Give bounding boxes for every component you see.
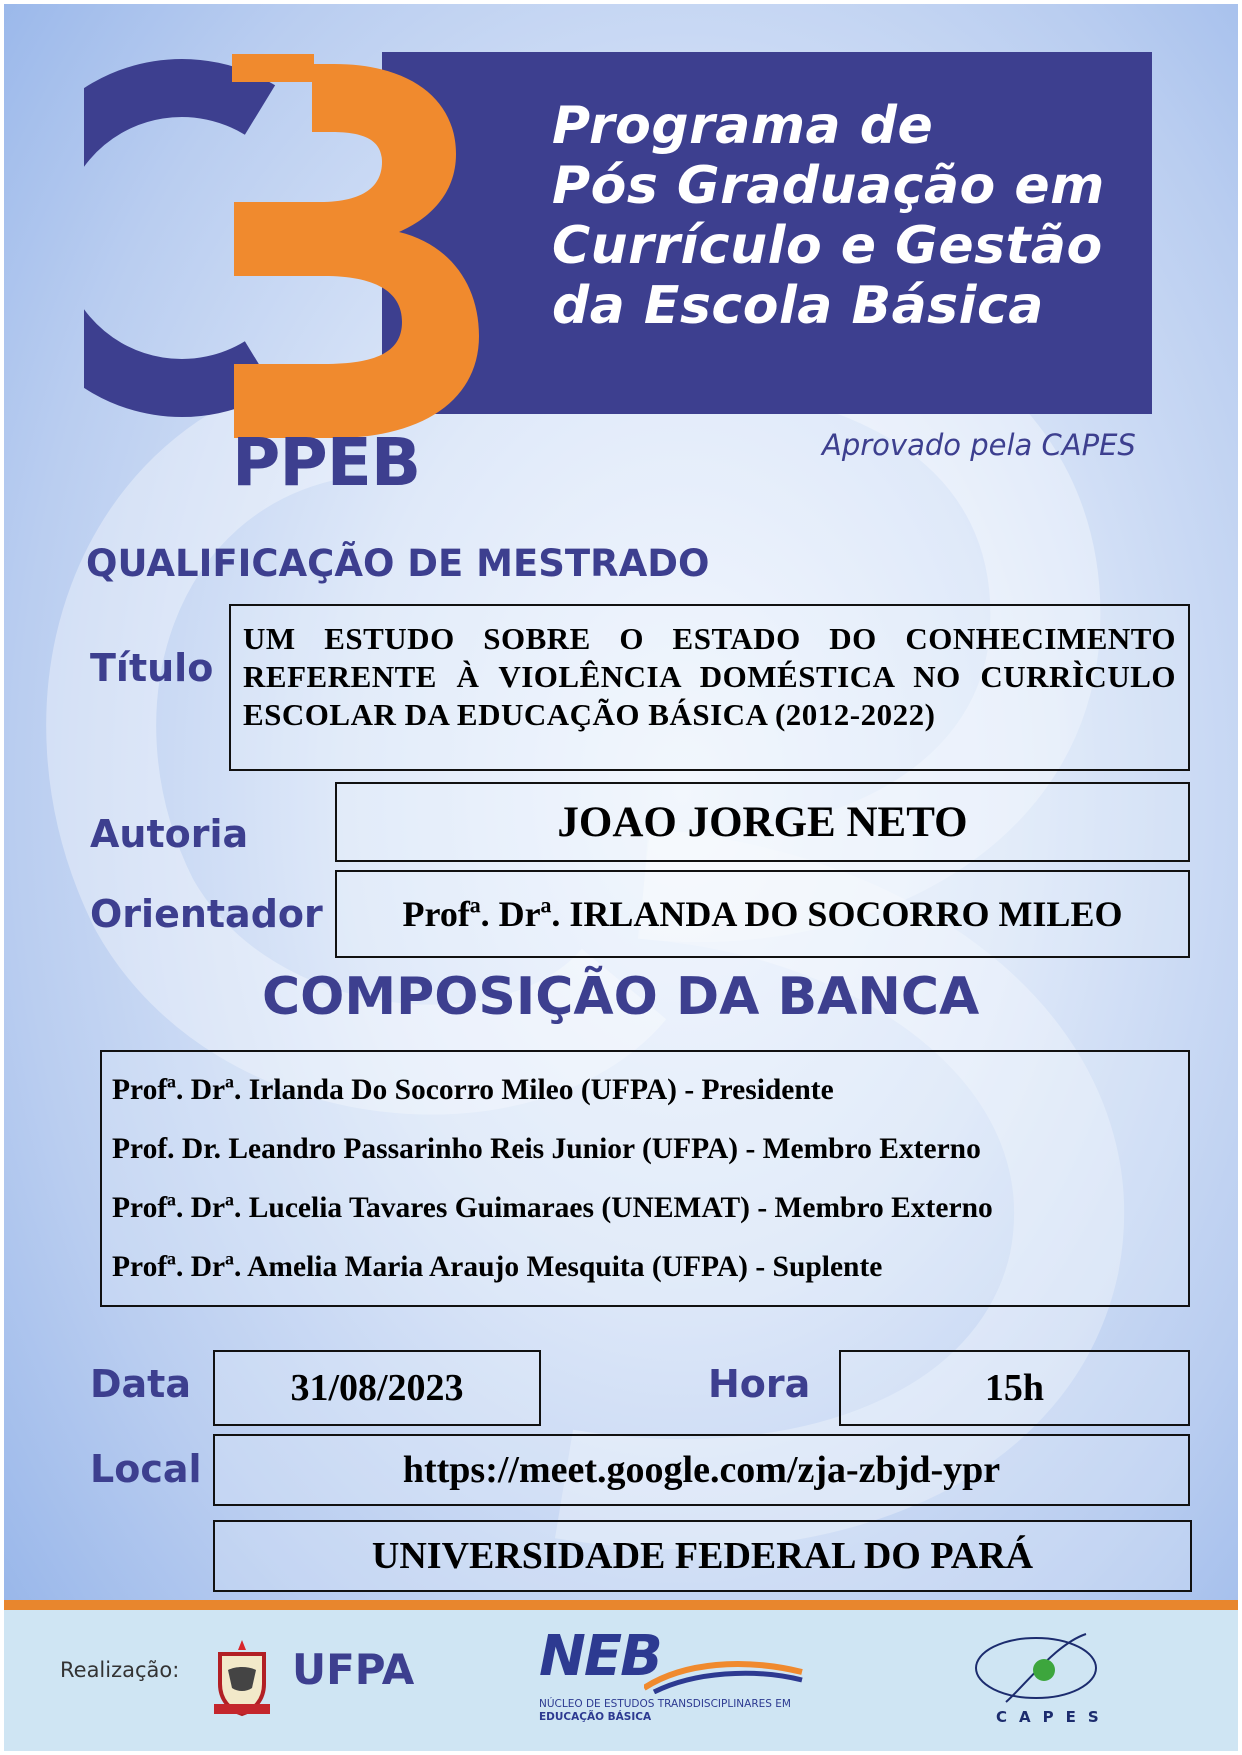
meeting-link-box[interactable] <box>213 1434 1190 1506</box>
author-box <box>335 782 1190 862</box>
committee-member: Prof. Dr. Leandro Passarinho Reis Junior (UFPA) - Membro Externo <box>112 1133 981 1165</box>
program-acronym: PPEB <box>232 424 421 501</box>
thesis-title: UM ESTUDO SOBRE O ESTADO DO CONHECIMENTO REFERENTE À VIOLÊNCIA DOMÉSTICA NO CURRÌCULO ESCOLAR DA EDUCAÇÃO BÁSICA (2012-2022) <box>243 621 1176 732</box>
meeting-link[interactable]: https://meet.google.com/zja-zbjd-ypr <box>402 1449 1001 1491</box>
neb-logo-text: NEB <box>539 1624 661 1689</box>
committee-member: Profª. Drª. Lucelia Tavares Guimaraes (UNEMAT) - Membro Externo <box>112 1192 993 1224</box>
banner-line-2: Pós Graduação em <box>552 156 1105 216</box>
committee-heading: COMPOSIÇÃO DA BANCA <box>262 967 980 1027</box>
capes-orbit-icon <box>966 1624 1106 1708</box>
date-label: Data <box>90 1362 191 1406</box>
university-box <box>213 1520 1192 1592</box>
event-type-heading: QUALIFICAÇÃO DE MESTRADO <box>86 542 710 585</box>
poster <box>4 4 1238 1751</box>
footer-divider <box>4 1600 1238 1610</box>
time-value: 15h <box>984 1367 1045 1409</box>
ufpa-crest-icon <box>210 1636 274 1720</box>
banner-line-1: Programa de <box>552 96 934 156</box>
banner-line-4: da Escola Básica <box>552 276 1044 336</box>
committee-box <box>100 1050 1190 1307</box>
ppeb-logo-icon <box>84 54 504 444</box>
author-label: Autoria <box>90 812 249 856</box>
author-name: JOAO JORGE NETO <box>557 798 968 846</box>
advisor-name: Profª. Drª. IRLANDA DO SOCORRO MILEO <box>402 894 1123 934</box>
banner-line-3: Currículo e Gestão <box>552 216 1103 276</box>
neb-swoosh-icon <box>644 1658 804 1694</box>
time-box <box>839 1350 1190 1426</box>
date-value: 31/08/2023 <box>290 1367 464 1409</box>
neb-subtitle-line-1: NÚCLEO DE ESTUDOS TRANSDISCIPLINARES EM <box>539 1698 791 1710</box>
place-label: Local <box>90 1447 202 1491</box>
capes-approval-note: Aprovado pela CAPES <box>822 428 1136 462</box>
advisor-box <box>335 870 1190 958</box>
university-name: UNIVERSIDADE FEDERAL DO PARÁ <box>371 1535 1034 1577</box>
committee-member: Profª. Drª. Amelia Maria Araujo Mesquita (UFPA) - Suplente <box>112 1251 883 1283</box>
advisor-label: Orientador <box>90 892 323 936</box>
realizacao-label: Realização: <box>60 1658 180 1682</box>
title-label: Título <box>90 646 214 690</box>
date-box <box>213 1350 541 1426</box>
time-label: Hora <box>708 1362 811 1406</box>
title-box <box>229 604 1190 771</box>
ufpa-logo-text: UFPA <box>292 1645 415 1694</box>
capes-logo-text: CAPES <box>996 1708 1111 1726</box>
neb-subtitle-line-2: EDUCAÇÃO BÁSICA <box>539 1711 652 1723</box>
committee-member: Profª. Drª. Irlanda Do Socorro Mileo (UFPA) - Presidente <box>112 1074 834 1106</box>
